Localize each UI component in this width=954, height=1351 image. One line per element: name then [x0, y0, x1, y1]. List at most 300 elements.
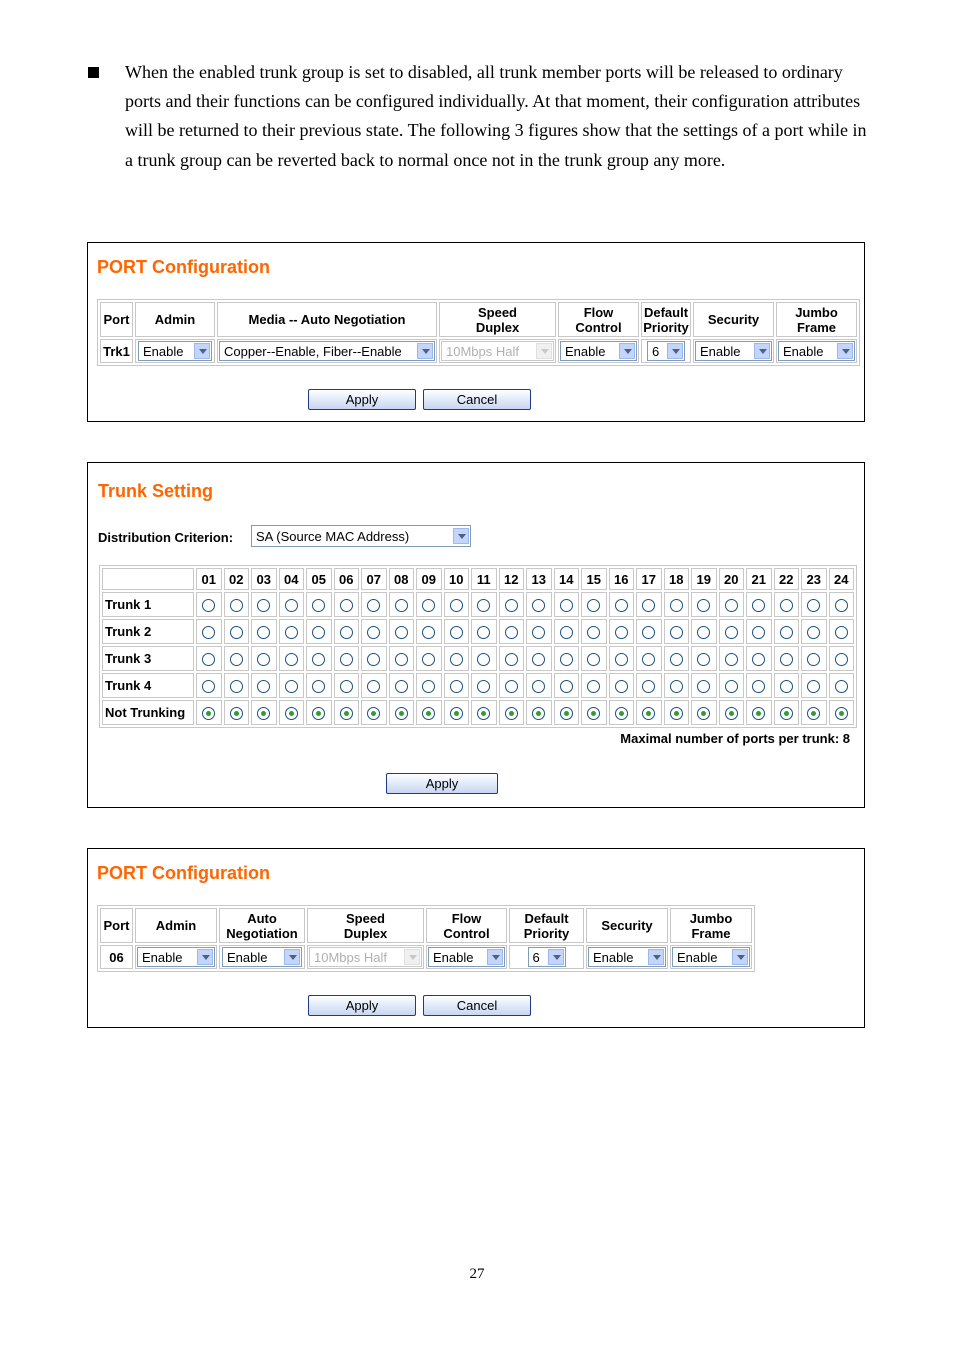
- trunk-row-label: Trunk 3: [102, 646, 194, 671]
- port-header: 02: [224, 568, 250, 590]
- priority-cell: [641, 339, 691, 363]
- port-radio-button[interactable]: [202, 653, 215, 666]
- trunk-cell: [224, 673, 250, 698]
- trunk-cell: [416, 673, 442, 698]
- port-header: 22: [774, 568, 800, 590]
- port-radio-button[interactable]: [257, 680, 270, 693]
- chevron-down-icon: [648, 949, 664, 965]
- port-radio-button[interactable]: [752, 680, 765, 693]
- trunk-cell: [691, 646, 717, 671]
- trunk-cell: [609, 700, 635, 725]
- port-radio-button[interactable]: [477, 653, 490, 666]
- port-radio-button[interactable]: [615, 707, 628, 720]
- port-header: 08: [389, 568, 415, 590]
- port-radio-button[interactable]: [587, 680, 600, 693]
- default-priority-select[interactable]: 6: [528, 947, 566, 967]
- port-radio-button[interactable]: [697, 707, 710, 720]
- header-admin: Admin: [135, 908, 217, 943]
- trunk-cell: [636, 700, 662, 725]
- chevron-down-icon: [754, 343, 770, 359]
- trunk-cell: [499, 619, 525, 644]
- trunk-cell: [389, 592, 415, 617]
- chevron-down-icon: [487, 949, 503, 965]
- trunk-cell: [444, 673, 470, 698]
- speed-duplex-select: 10Mbps Half: [441, 341, 554, 361]
- trunk-cell: [554, 646, 580, 671]
- speed-cell: [307, 945, 424, 969]
- trunk-cell: [361, 646, 387, 671]
- trunk-cell: [444, 592, 470, 617]
- port-radio-button[interactable]: [725, 626, 738, 639]
- port-radio-button[interactable]: [780, 653, 793, 666]
- port-radio-button[interactable]: [725, 599, 738, 612]
- port-radio-button[interactable]: [477, 680, 490, 693]
- header-speed-duplex: Speed Duplex: [439, 302, 556, 337]
- chevron-down-icon: [619, 343, 635, 359]
- port-radio-button[interactable]: [505, 599, 518, 612]
- port-radio-button[interactable]: [257, 707, 270, 720]
- trunk-cell: [664, 673, 690, 698]
- speed-duplex-select: 10Mbps Half: [309, 947, 422, 967]
- distribution-criterion-label: Distribution Criterion:: [98, 530, 234, 545]
- header-jumbo-frame: Jumbo Frame: [776, 302, 857, 337]
- trunk-row-label: Trunk 4: [102, 673, 194, 698]
- intro-paragraph: [88, 58, 878, 175]
- port-radio-button[interactable]: [230, 599, 243, 612]
- port-radio-button[interactable]: [477, 599, 490, 612]
- trunk-cell: [746, 673, 772, 698]
- flow-control-select[interactable]: Enable: [428, 947, 505, 967]
- port-radio-button[interactable]: [477, 707, 490, 720]
- port-radio-button[interactable]: [697, 653, 710, 666]
- trunk-row: [102, 673, 854, 698]
- trunk-cell: [361, 619, 387, 644]
- trunk-cell: [224, 700, 250, 725]
- port-header: 13: [526, 568, 552, 590]
- trunk-cell: [416, 700, 442, 725]
- port-radio-button[interactable]: [422, 707, 435, 720]
- trunk-cell: [471, 646, 497, 671]
- port-radio-button[interactable]: [422, 680, 435, 693]
- port-header: 03: [251, 568, 277, 590]
- port-config-panel-port06: [87, 848, 865, 1028]
- chevron-down-icon: [732, 949, 748, 965]
- port-radio-button[interactable]: [202, 680, 215, 693]
- trunk-cell: [581, 646, 607, 671]
- trunk-cell: [389, 700, 415, 725]
- port-radio-button[interactable]: [395, 626, 408, 639]
- port-radio-button[interactable]: [725, 653, 738, 666]
- trunk-cell: [609, 619, 635, 644]
- port-radio-button[interactable]: [807, 599, 820, 612]
- trunk-cell: [499, 646, 525, 671]
- port-radio-button[interactable]: [532, 680, 545, 693]
- admin-cell: [135, 945, 217, 969]
- trunk-row-label: Trunk 2: [102, 619, 194, 644]
- default-priority-select[interactable]: 6: [647, 341, 685, 361]
- trunk-cell: [581, 592, 607, 617]
- trunk-cell: [554, 619, 580, 644]
- port-radio-button[interactable]: [340, 680, 353, 693]
- port-radio-button[interactable]: [835, 599, 848, 612]
- port-radio-button[interactable]: [505, 680, 518, 693]
- trunk-cell: [334, 619, 360, 644]
- trunk-cell: [829, 619, 855, 644]
- cancel-button[interactable]: Cancel: [423, 389, 531, 410]
- port-radio-button[interactable]: [257, 653, 270, 666]
- chevron-down-icon: [417, 343, 433, 359]
- trunk-cell: [774, 619, 800, 644]
- panel-title: PORT Configuration: [97, 863, 270, 883]
- panel-title: Trunk Setting: [98, 481, 214, 501]
- auto-negotiation-select[interactable]: Enable: [222, 947, 302, 967]
- flow-cell: [558, 339, 639, 363]
- port-radio-button[interactable]: [615, 599, 628, 612]
- port-radio-button[interactable]: [725, 707, 738, 720]
- port-radio-button[interactable]: [285, 653, 298, 666]
- trunk-cell: [196, 700, 222, 725]
- port-radio-button[interactable]: [230, 707, 243, 720]
- port-radio-button[interactable]: [312, 599, 325, 612]
- port-radio-button[interactable]: [505, 707, 518, 720]
- port-radio-button[interactable]: [532, 653, 545, 666]
- port-radio-button[interactable]: [285, 707, 298, 720]
- trunk-cell: [664, 592, 690, 617]
- port-header: 18: [664, 568, 690, 590]
- chevron-down-icon: [667, 343, 683, 359]
- admin-select[interactable]: Enable: [137, 947, 215, 967]
- trunk-cell: [664, 700, 690, 725]
- port-config-table: [97, 905, 755, 972]
- trunk-cell: [224, 646, 250, 671]
- port-header: 07: [361, 568, 387, 590]
- port-radio-button[interactable]: [670, 707, 683, 720]
- chevron-down-icon: [453, 528, 469, 544]
- port-radio-button[interactable]: [422, 653, 435, 666]
- port-radio-button[interactable]: [807, 707, 820, 720]
- trunk-cell: [829, 592, 855, 617]
- header-speed-duplex: Speed Duplex: [307, 908, 424, 943]
- matrix-corner: [102, 568, 194, 590]
- port-radio-button[interactable]: [807, 626, 820, 639]
- trunk-apply-button[interactable]: Apply: [386, 773, 498, 794]
- port-header: 06: [334, 568, 360, 590]
- trunk-cell: [196, 673, 222, 698]
- port-radio-button[interactable]: [532, 707, 545, 720]
- trunk-cell: [251, 619, 277, 644]
- port-radio-button[interactable]: [202, 707, 215, 720]
- trunk-cell: [609, 592, 635, 617]
- cancel-button[interactable]: Cancel: [423, 995, 531, 1016]
- port-radio-button[interactable]: [752, 599, 765, 612]
- trunk-cell: [774, 592, 800, 617]
- port-radio-button[interactable]: [670, 680, 683, 693]
- port-radio-button[interactable]: [395, 707, 408, 720]
- trunk-cell: [334, 673, 360, 698]
- port-radio-button[interactable]: [340, 599, 353, 612]
- trunk-cell: [664, 646, 690, 671]
- port-radio-button[interactable]: [505, 653, 518, 666]
- port-radio-button[interactable]: [587, 599, 600, 612]
- port-radio-button[interactable]: [340, 707, 353, 720]
- trunk-cell: [636, 673, 662, 698]
- trunk-cell: [196, 592, 222, 617]
- port-radio-button[interactable]: [670, 626, 683, 639]
- port-header: 04: [279, 568, 305, 590]
- trunk-cell: [471, 700, 497, 725]
- security-cell: [586, 945, 668, 969]
- port-radio-button[interactable]: [807, 680, 820, 693]
- port-radio-button[interactable]: [340, 626, 353, 639]
- port-radio-button[interactable]: [450, 626, 463, 639]
- trunk-cell: [334, 646, 360, 671]
- port-radio-button[interactable]: [450, 680, 463, 693]
- chevron-down-icon: [197, 949, 213, 965]
- port-header: 21: [746, 568, 772, 590]
- distribution-criterion-select[interactable]: SA (Source MAC Address): [251, 525, 471, 547]
- port-header: 14: [554, 568, 580, 590]
- port-header: 15: [581, 568, 607, 590]
- port-header: 09: [416, 568, 442, 590]
- trunk-cell: [306, 673, 332, 698]
- chevron-down-icon: [404, 949, 420, 965]
- flow-control-select[interactable]: Enable: [560, 341, 637, 361]
- port-config-panel-trunk: [87, 242, 865, 422]
- port-radio-button[interactable]: [670, 653, 683, 666]
- trunk-cell: [554, 673, 580, 698]
- trunk-cell: [691, 700, 717, 725]
- trunk-cell: [774, 700, 800, 725]
- port-radio-button[interactable]: [367, 707, 380, 720]
- trunk-cell: [719, 619, 745, 644]
- trunk-row: [102, 700, 854, 725]
- port-header: 05: [306, 568, 332, 590]
- trunk-cell: [416, 646, 442, 671]
- port-radio-button[interactable]: [285, 680, 298, 693]
- trunk-cell: [306, 592, 332, 617]
- port-radio-button[interactable]: [807, 653, 820, 666]
- speed-cell: [439, 339, 556, 363]
- apply-button[interactable]: Apply: [308, 389, 416, 410]
- trunk-cell: [224, 619, 250, 644]
- port-radio-button[interactable]: [697, 626, 710, 639]
- port-radio-button[interactable]: [202, 626, 215, 639]
- port-radio-button[interactable]: [202, 599, 215, 612]
- port-radio-button[interactable]: [835, 626, 848, 639]
- port-radio-button[interactable]: [312, 707, 325, 720]
- port-radio-button[interactable]: [367, 680, 380, 693]
- port-radio-button[interactable]: [615, 626, 628, 639]
- trunk-cell: [499, 700, 525, 725]
- trunk-cell: [389, 673, 415, 698]
- port-radio-button[interactable]: [615, 680, 628, 693]
- trunk-cell: [581, 700, 607, 725]
- media-cell: [217, 339, 437, 363]
- port-config-table: [97, 299, 860, 366]
- trunk-cell: [251, 700, 277, 725]
- trunk-cell: [636, 619, 662, 644]
- header-port: Port: [100, 908, 133, 943]
- port-radio-button[interactable]: [642, 707, 655, 720]
- port-radio-button[interactable]: [835, 680, 848, 693]
- port-radio-button[interactable]: [395, 653, 408, 666]
- trunk-cell: [279, 592, 305, 617]
- security-select[interactable]: Enable: [695, 341, 772, 361]
- trunk-row-label: Trunk 1: [102, 592, 194, 617]
- trunk-cell: [279, 673, 305, 698]
- header-media: Media -- Auto Negotiation: [217, 302, 437, 337]
- port-radio-button[interactable]: [587, 707, 600, 720]
- trunk-cell: [801, 592, 827, 617]
- port-radio-button[interactable]: [312, 653, 325, 666]
- port-radio-button[interactable]: [340, 653, 353, 666]
- header-security: Security: [693, 302, 774, 337]
- chevron-down-icon: [536, 343, 552, 359]
- trunk-cell: [306, 619, 332, 644]
- port-radio-button[interactable]: [395, 680, 408, 693]
- admin-select[interactable]: Enable: [138, 341, 212, 361]
- port-radio-button[interactable]: [780, 599, 793, 612]
- trunk-setting-panel: [87, 462, 865, 808]
- port-radio-button[interactable]: [367, 626, 380, 639]
- port-radio-button[interactable]: [697, 680, 710, 693]
- port-radio-button[interactable]: [752, 626, 765, 639]
- header-default-priority: Default Priority: [641, 302, 691, 337]
- trunk-cell: [636, 646, 662, 671]
- port-radio-button[interactable]: [560, 599, 573, 612]
- header-auto-negotiation: Auto Negotiation: [219, 908, 305, 943]
- port-radio-button[interactable]: [285, 626, 298, 639]
- trunk-cell: [719, 646, 745, 671]
- port-radio-button[interactable]: [780, 680, 793, 693]
- trunk-cell: [196, 619, 222, 644]
- port-radio-button[interactable]: [560, 680, 573, 693]
- trunk-cell: [306, 646, 332, 671]
- port-radio-button[interactable]: [615, 653, 628, 666]
- trunk-cell: [361, 673, 387, 698]
- port-radio-button[interactable]: [780, 707, 793, 720]
- apply-button[interactable]: Apply: [308, 995, 416, 1016]
- port-radio-button[interactable]: [642, 599, 655, 612]
- port-radio-button[interactable]: [477, 626, 490, 639]
- port-header: 17: [636, 568, 662, 590]
- port-radio-button[interactable]: [450, 653, 463, 666]
- trunk-cell: [389, 646, 415, 671]
- trunk-cell: [609, 646, 635, 671]
- trunk-cell: [746, 592, 772, 617]
- port-radio-button[interactable]: [835, 707, 848, 720]
- port-radio-button[interactable]: [285, 599, 298, 612]
- security-select[interactable]: Enable: [588, 947, 666, 967]
- port-radio-button[interactable]: [835, 653, 848, 666]
- port-radio-button[interactable]: [642, 653, 655, 666]
- port-radio-button[interactable]: [257, 626, 270, 639]
- port-header: 11: [471, 568, 497, 590]
- port-radio-button[interactable]: [532, 599, 545, 612]
- port-radio-button[interactable]: [367, 653, 380, 666]
- trunk-cell: [251, 673, 277, 698]
- trunk-cell: [664, 619, 690, 644]
- port-radio-button[interactable]: [230, 680, 243, 693]
- intro-text: When the enabled trunk group is set to disabled, all trunk member ports will be released to ordinary ports and their functions can be configured individually. At that moment, their configuration attributes will be returned to their previous state. The following 3 figures show that the settings of a port while in a trunk group can be reverted back to normal once not in the trunk group any more.: [125, 62, 867, 170]
- port-radio-button[interactable]: [532, 626, 545, 639]
- trunk-cell: [829, 673, 855, 698]
- trunk-cell: [581, 673, 607, 698]
- trunk-cell: [499, 673, 525, 698]
- port-radio-button[interactable]: [230, 626, 243, 639]
- trunk-cell: [251, 646, 277, 671]
- port-radio-button[interactable]: [642, 626, 655, 639]
- port-radio-button[interactable]: [560, 707, 573, 720]
- auto-cell: [219, 945, 305, 969]
- jumbo-frame-select[interactable]: Enable: [672, 947, 750, 967]
- port-radio-button[interactable]: [312, 680, 325, 693]
- trunk-cell: [746, 619, 772, 644]
- port-radio-button[interactable]: [752, 653, 765, 666]
- port-radio-button[interactable]: [697, 599, 710, 612]
- port-radio-button[interactable]: [395, 599, 408, 612]
- port-radio-button[interactable]: [505, 626, 518, 639]
- port-radio-button[interactable]: [422, 626, 435, 639]
- trunk-cell: [251, 592, 277, 617]
- trunk-cell: [389, 619, 415, 644]
- port-radio-button[interactable]: [450, 707, 463, 720]
- trunk-cell: [829, 700, 855, 725]
- port-radio-button[interactable]: [642, 680, 655, 693]
- port-radio-button[interactable]: [780, 626, 793, 639]
- trunk-cell: [554, 592, 580, 617]
- priority-cell: [509, 945, 584, 969]
- port-radio-button[interactable]: [587, 653, 600, 666]
- trunk-cell: [609, 673, 635, 698]
- port-radio-button[interactable]: [422, 599, 435, 612]
- media-auto-negotiation-select[interactable]: Copper--Enable, Fiber--Enable: [219, 341, 435, 361]
- chevron-down-icon: [548, 949, 564, 965]
- port-radio-button[interactable]: [725, 680, 738, 693]
- trunk-cell: [554, 700, 580, 725]
- trunk-cell: [526, 673, 552, 698]
- port-radio-button[interactable]: [670, 599, 683, 612]
- port-radio-button[interactable]: [230, 653, 243, 666]
- trunk-cell: [306, 700, 332, 725]
- trunk-cell: [526, 646, 552, 671]
- jumbo-frame-select[interactable]: Enable: [778, 341, 855, 361]
- port-header: 16: [609, 568, 635, 590]
- page-number: 27: [469, 1266, 485, 1282]
- trunk-cell: [801, 673, 827, 698]
- header-default-priority: Default Priority: [509, 908, 584, 943]
- trunk-cell: [471, 619, 497, 644]
- port-radio-button[interactable]: [312, 626, 325, 639]
- flow-cell: [426, 945, 507, 969]
- port-radio-button[interactable]: [367, 599, 380, 612]
- trunk-cell: [361, 592, 387, 617]
- port-radio-button[interactable]: [560, 626, 573, 639]
- trunk-cell: [774, 646, 800, 671]
- port-radio-button[interactable]: [587, 626, 600, 639]
- port-header: 20: [719, 568, 745, 590]
- trunk-cell: [471, 673, 497, 698]
- chevron-down-icon: [284, 949, 300, 965]
- port-radio-button[interactable]: [257, 599, 270, 612]
- port-radio-button[interactable]: [450, 599, 463, 612]
- trunk-cell: [444, 646, 470, 671]
- port-radio-button[interactable]: [752, 707, 765, 720]
- port-header: 24: [829, 568, 855, 590]
- port-radio-button[interactable]: [560, 653, 573, 666]
- trunk-row: [102, 619, 854, 644]
- trunk-cell: [499, 592, 525, 617]
